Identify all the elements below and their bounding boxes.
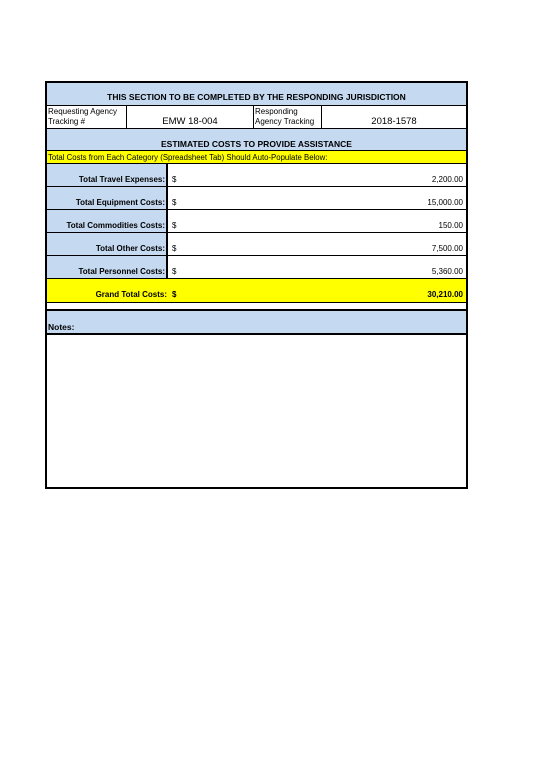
currency-symbol: $ xyxy=(172,244,177,253)
cost-summary-sheet xyxy=(45,81,468,489)
cost-row-travel xyxy=(47,164,466,187)
autopopulate-note: Total Costs from Each Category (Spreadsheet Tab) Should Auto-Populate Below: xyxy=(47,151,466,164)
cost-label: Total Other Costs: xyxy=(47,233,168,255)
estimate-title: ESTIMATED COSTS TO PROVIDE ASSISTANCE xyxy=(47,129,466,151)
grand-total-row xyxy=(47,279,466,303)
notes-area[interactable] xyxy=(47,335,466,487)
currency-symbol: $ xyxy=(172,198,177,207)
cost-amount: 7,500.00 xyxy=(431,244,463,253)
cost-label: Total Commodities Costs: xyxy=(47,210,168,232)
cost-amount: 5,360.00 xyxy=(431,267,463,276)
cost-row-personnel xyxy=(47,256,466,279)
cost-label: Total Travel Expenses: xyxy=(47,164,168,186)
cost-row-commodities xyxy=(47,210,466,233)
section-title: THIS SECTION TO BE COMPLETED BY THE RESPONDING JURISDICTION xyxy=(47,83,466,106)
cost-amount-cell[interactable] xyxy=(168,164,466,186)
cost-amount-cell[interactable] xyxy=(168,256,466,278)
cost-row-other xyxy=(47,233,466,256)
currency-symbol: $ xyxy=(172,221,177,230)
cost-amount-cell[interactable] xyxy=(168,210,466,232)
cost-amount-cell[interactable] xyxy=(168,233,466,255)
grand-total-label: Grand Total Costs: xyxy=(47,279,168,302)
cost-label: Total Equipment Costs: xyxy=(47,187,168,209)
cost-amount: 15,000.00 xyxy=(427,198,463,207)
cost-amount: 2,200.00 xyxy=(431,175,463,184)
responding-agency-tracking-value[interactable]: 2018-1578 xyxy=(371,116,417,127)
requesting-agency-tracking-value[interactable]: EMW 18-004 xyxy=(127,106,254,128)
currency-symbol: $ xyxy=(172,290,177,299)
cost-label: Total Personnel Costs: xyxy=(47,256,168,278)
currency-symbol: $ xyxy=(172,175,177,184)
responding-agency-label: Responding Agency Tracking xyxy=(254,106,322,128)
grand-total-amount-cell xyxy=(168,279,466,302)
cost-row-equipment xyxy=(47,187,466,210)
currency-symbol: $ xyxy=(172,267,177,276)
requesting-agency-label: Requesting Agency Tracking # xyxy=(47,106,127,128)
cost-amount-cell[interactable] xyxy=(168,187,466,209)
grand-total-amount: 30,210.00 xyxy=(427,290,463,299)
cost-amount: 150.00 xyxy=(438,221,463,230)
spacer-row xyxy=(47,303,466,310)
tracking-row xyxy=(47,106,466,129)
notes-label: Notes: xyxy=(47,310,466,335)
